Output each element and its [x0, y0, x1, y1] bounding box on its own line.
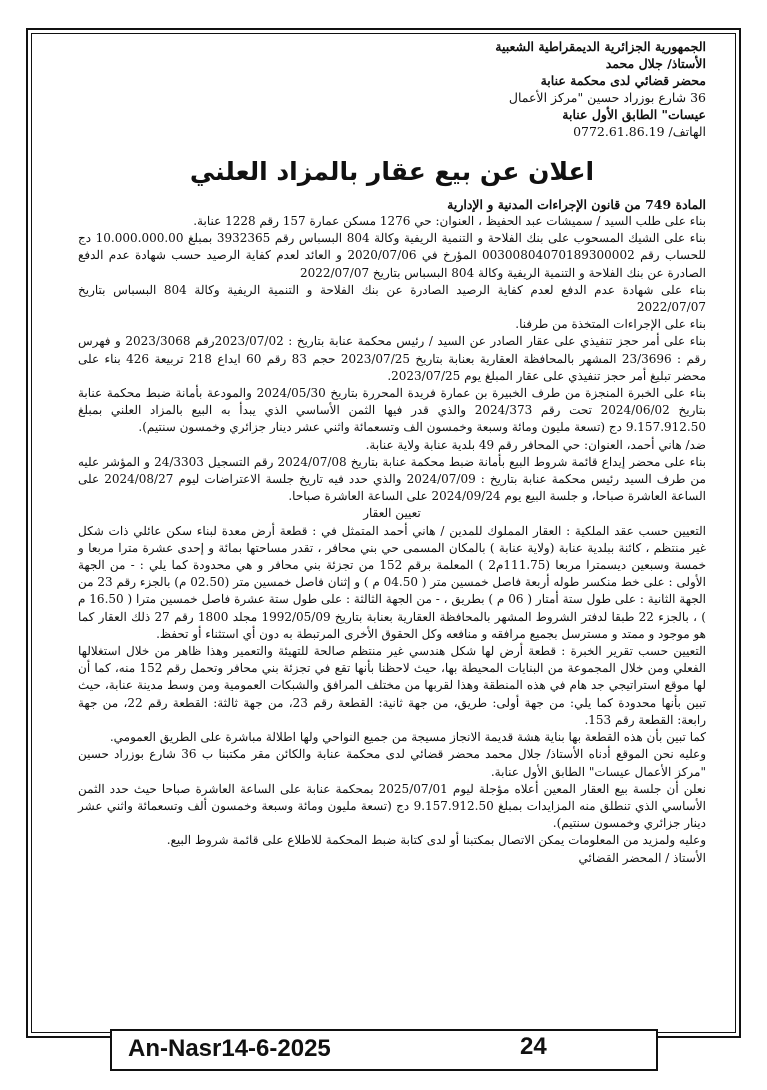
paragraph-sale-date: نعلن أن جلسة بيع العقار المعين أعلاه مؤجلة ليوم 2025/07/01 بمحكمة عنابة على الساعة العاشرة صباحا حيث حدد الثمن الأساسي الذي تنطلق منه المزايدات بمبلغ 9.157.912.50 دج (تسعة مليون ومائة وسبعة وخمسون ألف وتسعمائة واثني عشر دينار جزائري وخمسون سنتيم).: [78, 781, 706, 831]
notice-body: [78, 38, 706, 867]
notice-title: اعلان عن بيع عقار بالمزاد العلني: [189, 157, 595, 186]
paragraph-signatory: وعليه نحن الموقع أدناه الأستاذ/ جلال محمد محضر قضائي لدى محكمة عنابة والكائن مقر مكتبنا ب 36 شارع بوزراد حسين "مركز الأعمال عيسات" الطابق الأول عنابة.: [78, 747, 707, 779]
publication-label: An-Nasr14-6-2025: [128, 1035, 331, 1062]
paragraph-expertise: بناء على الخبرة المنجزة من طرف الخبيرة بن عمارة فريدة المحررة بتاريخ 2024/05/30 والمودعة بأمانة ضبط محكمة عنابة بتاريخ 2024/06/02 تحت رقم 2024/373 والذي قدر فيها الثمن الأساسي الذي يبدأ به البيع بالمزاد العلني بمبلغ 9.157.912.50 دج (تسعة مليون ومائة وسبعة وخمسون الف وتسعمائة واثني عشر دينار جزائري وخمسون سنتيم).: [78, 386, 706, 435]
legal-article: المادة 749 من قانون الإجراءات المدنية و الإدارية: [447, 197, 706, 212]
paragraph-request: بناء على طلب السيد / سميشات عبد الحفيظ ، العنوان: حي 1276 مسكن عمارة 157 رقم 1228 عنابة.: [193, 214, 706, 228]
paragraph-procedures: بناء على الإجراءات المتخذة من طرفنا.: [515, 317, 706, 332]
republic-name: الجمهورية الجزائرية الديمقراطية الشعبية: [495, 39, 706, 54]
page-number: 24: [520, 1033, 547, 1060]
section-heading: تعيين العقار: [363, 506, 421, 521]
bailiff-header: [78, 38, 706, 140]
paragraph-contact: وعليه ولمزيد من المعلومات يمكن الاتصال بمكتبنا أو لدى كتابة ضبط المحكمة للاطلاع على قائمة شروط البيع.: [166, 833, 706, 848]
bailiff-title: محضر قضائي لدى محكمة عنابة: [540, 73, 706, 88]
paragraph-seizure-order: بناء على أمر حجز تنفيذي على عقار الصادر عن السيد / رئيس محكمة عنابة بتاريخ : 2023/07/02رقم 2023/3068 و فهرس رقم : 23/3696 المشهر بالمحافظة العقارية بعنابة بتاريخ 2023/07/25 حجم 83 رقم 60 ايداع 218 تربيعة 426 بناء على محضر تبليغ أمر حجز تنفيذي على عقار المبلغ يوم 2023/07/25.: [78, 334, 706, 383]
paragraph-building: كما تبين بأن هذه القطعة بها بناية هشة قديمة الانجاز مسيجة من جميع النواحي ولها اطلالة مباشرة على الطريق العمومي.: [109, 730, 706, 745]
paragraph-debtor: ضد/ هاني أحمد، العنوان: حي المحافر رقم 49 بلدية عنابة ولاية عنابة.: [365, 437, 706, 452]
paragraph-ownership: التعيين حسب عقد الملكية : العقار المملوك للمدين / هاني أحمد المتمثل في : قطعة أرض معدة لبناء سكن عائلي ذات شكل غير منتظم ، كائنة ببلدية عنابة (ولاية عنابة ) بالمكان المسمى حي بني محافر ، تقدر مساحتها بمائة و إحدى عشرة مترا مربعا و خمسة وسبعين ديسمترا مربعا (111.75م2 ) المعلمة برقم 152 من تجزئة بني محافر و هي محدودة كما يلي : - من الجهة الأولى : على خط منكسر طوله أربعة فاصل خمسين متر ( 04.50 م ) و إثنان فاصل خمسين متر (02.50 م) بالجزء رقم 23 من الجهة الثانية : على طول ستة أمتار ( 06 م ) بطريق ، - من الجهة الثالثة : على طول ستة عشرة فاصل خمسين مترا ( 16.50 م ) ، بالجزء 22 طبقا لدفتر الشروط المشهر بالمحافظة العقارية بعنابة بتاريخ 1992/05/09 مجلد 1800 رقم 27 ذلك العقار كما هو موجود و ممتد و مسترسل بجميع مرافقه و منافعه وكل الحقوق الأخرى المرتبطة به دون أي استثناء أو تحفظ.: [78, 523, 707, 641]
paragraph-expert-report: التعيين حسب تقرير الخبرة : قطعة أرض لها شكل هندسي غير منتظم صالحة للتهيئة والتعمير وهذا ظاهر من خلال استغلالها الفعلي ومن خلال المجموعة من البنايات المحيطة بها، حيث لاحظنا بأنها تقع في تجزئة بني محافر وتحمل رقم 152 منه، كما أن لها موقع استراتيجي جد هام في هذه المنطقة وهذا لقربها من مختلف المرافق والشبكات العمومية ومن وسط مدينة عنابة، حيث تبين بأنها محدودة كما يلي: من جهة أولى: طريق، من جهة ثانية: القطعة رقم 23، من جهة ثالثة: القطعة رقم 22، من جهة رابعة: القطعة رقم 153.: [78, 644, 707, 727]
paragraph-cheque: بناء على الشيك المسحوب على بنك الفلاحة و التنمية الريفية وكالة 804 البسباس رقم 3932365 بمبلغ 10.000.000.00 دج للحساب رقم 00300804070189300002 المؤرخ في 2020/07/06 و العائد لعدم كفاية الرصيد حسب شهادة عدم الدفع الصادرة عن بنك الفلاحة و التنمية الريفية وكالة 804 البسباس بتاريخ 2022/07/07: [78, 231, 707, 280]
bailiff-name: الأستاذ/ جلال محمد: [605, 56, 706, 71]
paragraph-non-payment: بناء على شهادة عدم الدفع لعدم كفاية الرصيد الصادرة عن بنك الفلاحة و التنمية الريفية وكالة 804 البسباس بتاريخ 2022/07/07: [78, 282, 706, 315]
address-line-1: 36 شارع بوزراد حسين "مركز الأعمال: [508, 90, 706, 105]
paragraph-conditions: بناء على محضر إيداع قائمة شروط البيع بأمانة ضبط محكمة عنابة بتاريخ 2024/07/08 رقم التسجيل 24/3303 و المؤشر عليه من طرف السيد رئيس محكمة عنابة بتاريخ : 2024/07/09 والذي حدد فيه تاريخ جلسة الاعتراضات ليوم 2024/08/27 على الساعة العاشرة صباحا، و جلسة البيع يوم 2024/09/24 على الساعة العاشرة صباحا.: [78, 454, 707, 504]
phone-line: الهاتف/ 0772.61.86.19: [573, 124, 706, 139]
address-line-2: عيسات" الطابق الأول عنابة: [562, 107, 706, 122]
signature: الأستاذ / المحضر القضائي: [578, 850, 706, 865]
page-footer: [110, 1029, 658, 1071]
